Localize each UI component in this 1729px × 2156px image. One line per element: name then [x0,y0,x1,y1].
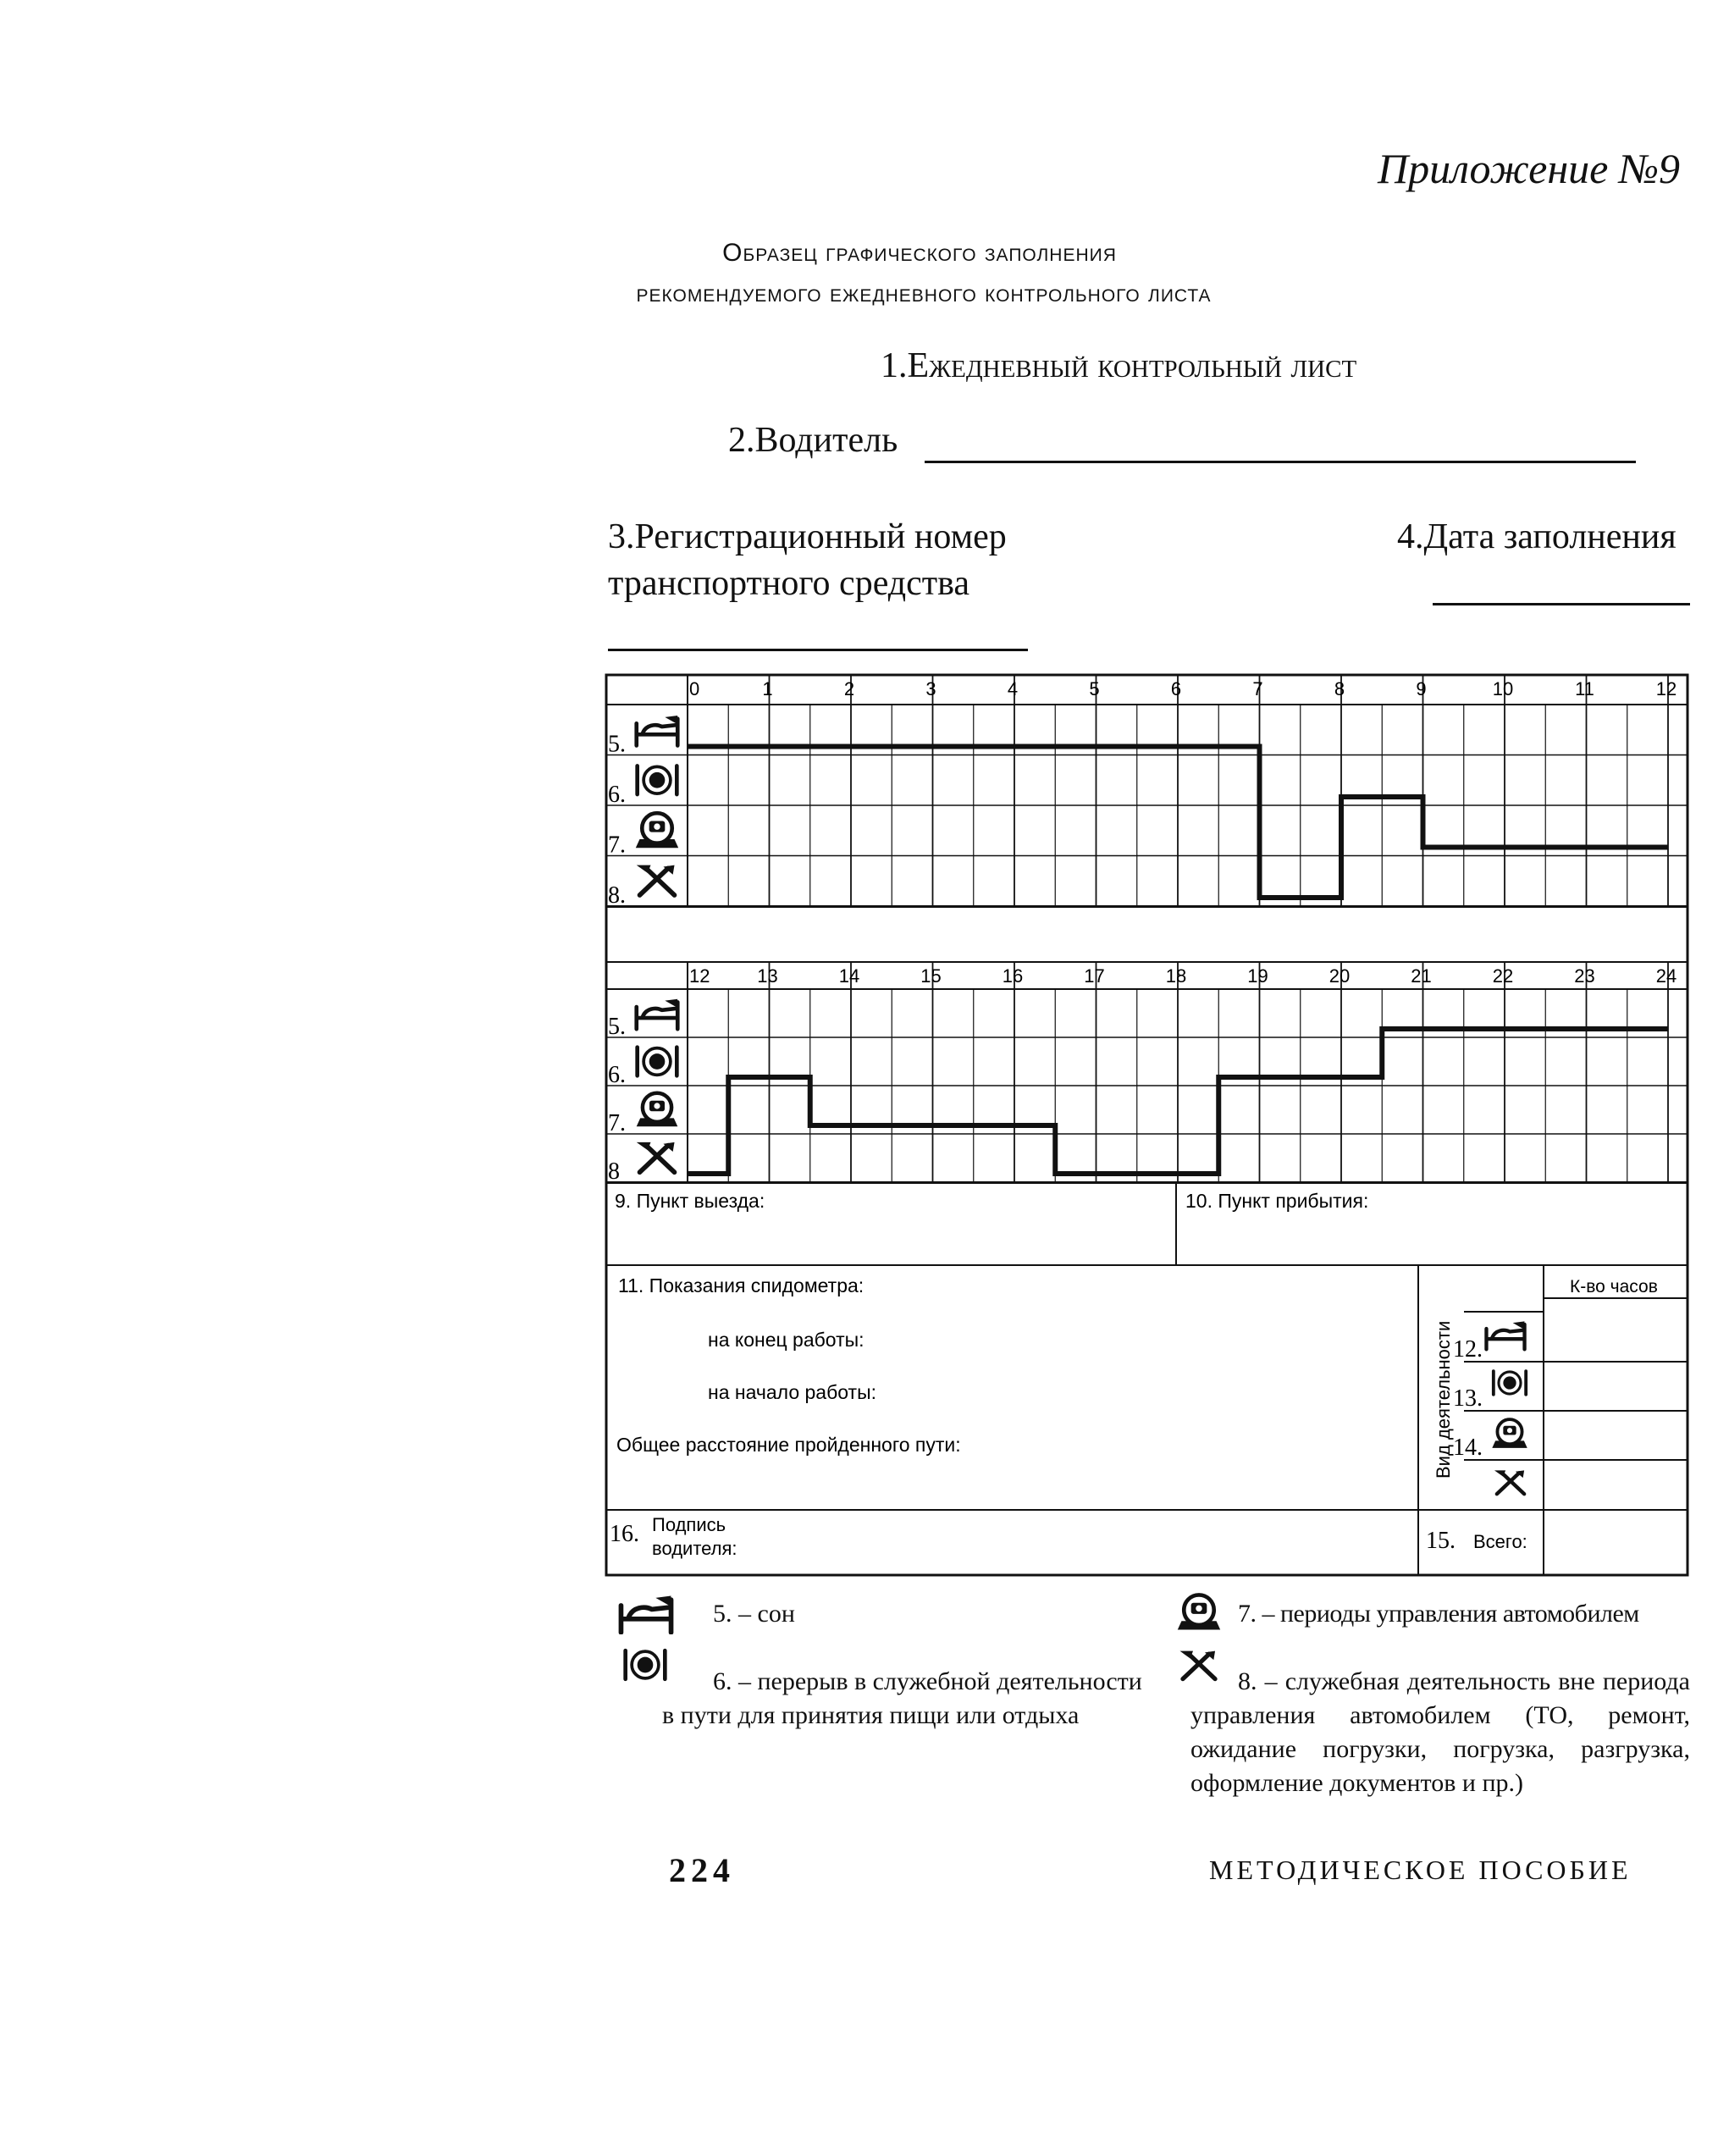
bed-icon [1486,1321,1524,1349]
odometer-end-label: на конец работы: [708,1329,864,1351]
hour-label-top-7: 7 [1252,678,1263,699]
hour-label-bottom-14: 14 [838,965,860,987]
row-number-bottom-5: 5. [608,1014,626,1040]
hour-label-bottom-23: 23 [1574,965,1595,987]
steering-wheel-icon [1492,1419,1527,1448]
hour-label-bottom-16: 16 [1002,965,1024,987]
total-label: Всего: [1473,1531,1527,1552]
meal-icon [1494,1371,1526,1395]
legend-bed-icon [616,1592,676,1634]
row-number-bottom-6: 6. [608,1062,626,1088]
hour-label-top-6: 6 [1170,678,1182,699]
odometer-start-label: на начало работы: [708,1381,877,1403]
tools-icon [637,865,675,895]
hour-label-bottom-12: 12 [689,965,710,987]
activity-num-13: 13. [1453,1385,1483,1412]
legend-steering-wheel-icon [1175,1590,1223,1634]
hour-label-bottom-20: 20 [1329,965,1351,987]
timeline-grid-bottom [606,962,1688,1185]
hours-header: К-во часов [1570,1277,1658,1296]
hour-label-bottom-13: 13 [757,965,778,987]
steering-wheel-icon [637,1093,678,1127]
hour-label-top-10: 10 [1492,678,1514,699]
date-label: 4.Дата заполнения [1397,517,1677,556]
hour-label-bottom-17: 17 [1084,965,1105,987]
arrival-label: 10. Пункт прибытия: [1185,1190,1369,1212]
appendix-label: Приложение №9 [1378,145,1680,192]
row-number-top-8: 8. [608,882,626,909]
total-distance-label: Общее расстояние пройденного пути: [616,1434,961,1456]
hour-label-top-11: 11 [1575,678,1594,699]
hour-label-top-2: 2 [843,678,855,699]
sheet-title: 1.Ежедневный контрольный лист [881,346,1357,385]
book-title: МЕТОДИЧЕСКОЕ ПОСОБИЕ [1209,1855,1632,1885]
hour-label-top-4: 4 [1007,678,1019,699]
meal-icon [638,766,677,794]
signature-label-2: водителя: [652,1538,737,1559]
legend-break: 6. – перерыв в служебной деятельности в пути для принятия пищи или отдыха [662,1667,1142,1729]
row-number-top-6: 6. [608,782,626,808]
activity-type-label: Вид деятельности [1433,1320,1454,1479]
hour-label-bottom-22: 22 [1492,965,1514,987]
activity-num-12: 12. [1453,1336,1483,1363]
signature-label-1: Подпись [652,1514,726,1535]
hour-label-top-3: 3 [925,678,936,699]
meal-icon [638,1048,677,1076]
legend-service: 8. – служебная деятельность вне периода управления автомобилем (ТО, ремонт, ожидание погрузки, погрузка, разгрузка, оформление документов и пр.) [1190,1667,1690,1797]
tools-icon [1494,1470,1524,1494]
timeline-grid-top [606,675,1688,909]
row-number-top-5: 5. [608,731,626,758]
hour-label-bottom-15: 15 [920,965,942,987]
activity-num-14: 14. [1453,1435,1483,1461]
hour-label-bottom-19: 19 [1247,965,1268,987]
row-number-bottom-8: 8 [608,1158,620,1185]
bed-icon [637,999,678,1029]
hour-label-top-12: 12 [1655,678,1677,699]
hour-label-bottom-18: 18 [1165,965,1187,987]
tools-icon [637,1142,675,1172]
bed-icon [637,716,678,745]
hour-label-top-8: 8 [1334,678,1345,699]
hour-label-bottom-24: 24 [1655,965,1677,987]
title-line-1-text: Образец графического заполнения [722,239,1117,267]
odometer-label: 11. Показания спидометра: [618,1274,864,1296]
legend-sleep: 5. – сон [713,1600,795,1628]
driver-label: 2.Водитель [728,421,898,460]
hour-label-top-0: 0 [689,678,700,699]
reg-number-label-1: 3.Регистрационный номер [608,517,1007,556]
total-num: 15. [1426,1528,1456,1554]
steering-wheel-icon [636,813,678,848]
reg-number-label-2: транспортного средства [608,564,970,603]
hour-label-top-5: 5 [1089,678,1100,699]
signature-num: 16. [610,1521,639,1547]
departure-label: 9. Пункт выезда: [615,1190,765,1212]
hour-label-bottom-21: 21 [1411,965,1432,987]
hour-label-top-9: 9 [1416,678,1427,699]
title-line-2-text: рекомендуемого ежедневного контрольного листа [636,279,1212,307]
row-number-bottom-7: 7. [608,1110,626,1136]
row-number-top-7: 7. [608,832,626,859]
hour-label-top-1: 1 [762,678,773,699]
legend-driving: 7. – периоды управления автомобилем [1238,1600,1639,1628]
page-number: 224 [669,1851,735,1889]
